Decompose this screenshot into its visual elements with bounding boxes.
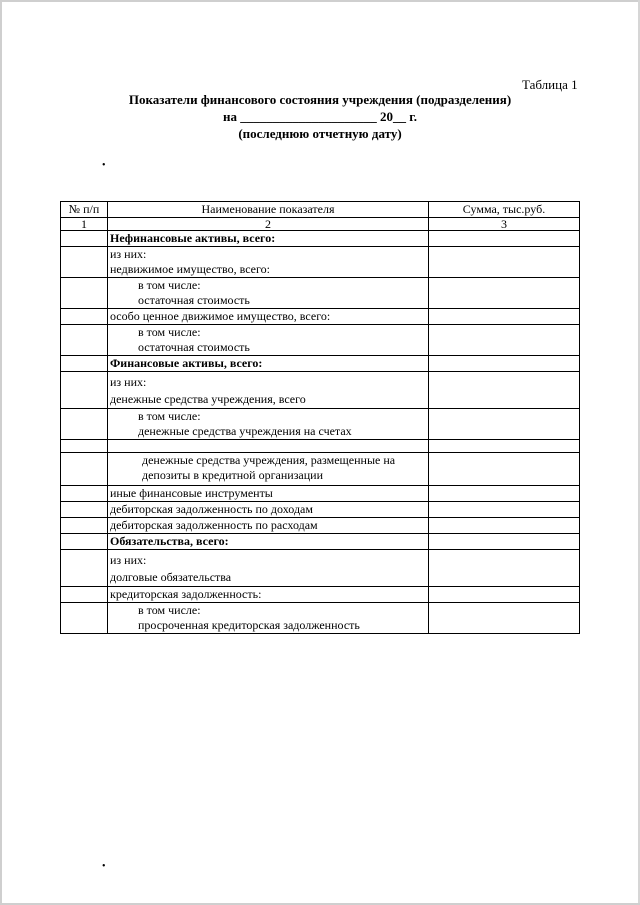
indicator-line: остаточная стоимость xyxy=(138,293,250,307)
indicator-line: долговые обязательства xyxy=(110,570,232,584)
sum-cell xyxy=(429,440,580,453)
column-numbers-row xyxy=(61,218,580,231)
table-row xyxy=(61,603,580,634)
indicator-name xyxy=(108,372,429,409)
indicator-line: просроченная кредиторская задолженность xyxy=(138,618,360,632)
row-number-cell xyxy=(61,325,108,356)
indicator-name: дебиторская задолженность по расходам xyxy=(108,518,429,534)
table-row xyxy=(61,231,580,247)
indicator-line: в том числе: xyxy=(138,409,201,423)
column-header-sum: Сумма, тыс.руб. xyxy=(429,202,580,218)
financial-indicators-table xyxy=(60,201,580,634)
indicator-name xyxy=(108,550,429,587)
indicator-line: в том числе: xyxy=(138,603,201,617)
row-number-cell xyxy=(61,278,108,309)
indicator-name xyxy=(108,453,429,486)
row-number-cell xyxy=(61,356,108,372)
table-row xyxy=(61,587,580,603)
sum-cell xyxy=(429,502,580,518)
table-row xyxy=(61,486,580,502)
table-row xyxy=(61,502,580,518)
indicator-name xyxy=(108,409,429,440)
row-number-cell xyxy=(61,231,108,247)
scan-edge-left xyxy=(0,0,2,905)
row-number-cell xyxy=(61,486,108,502)
indicator-name: Финансовые активы, всего: xyxy=(108,356,429,372)
scan-edge-top xyxy=(0,0,640,2)
indicator-name xyxy=(108,325,429,356)
sum-cell xyxy=(429,409,580,440)
row-number-cell xyxy=(61,550,108,587)
indicator-name: Нефинансовые активы, всего: xyxy=(108,231,429,247)
sum-cell xyxy=(429,372,580,409)
row-number-cell xyxy=(61,587,108,603)
indicator-line: из них: xyxy=(110,553,147,567)
indicator-name xyxy=(108,440,429,453)
sum-cell xyxy=(429,231,580,247)
column-number-1: 1 xyxy=(61,218,108,231)
table-row xyxy=(61,356,580,372)
indicator-line: из них: xyxy=(110,247,147,261)
indicator-line: депозиты в кредитной организации xyxy=(142,468,324,482)
sum-cell xyxy=(429,587,580,603)
column-number-3: 3 xyxy=(429,218,580,231)
sum-cell xyxy=(429,325,580,356)
column-header-number: № п/п xyxy=(61,202,108,218)
table-row xyxy=(61,309,580,325)
row-number-cell xyxy=(61,409,108,440)
sum-cell xyxy=(429,550,580,587)
column-header-name: Наименование показателя xyxy=(108,202,429,218)
indicator-line: в том числе: xyxy=(138,278,201,292)
table-header-row xyxy=(61,202,580,218)
indicator-line: в том числе: xyxy=(138,325,201,339)
table-row xyxy=(61,325,580,356)
indicator-line: денежные средства учреждения на счетах xyxy=(138,424,352,438)
date-line: на _____________________ 20__ г. xyxy=(223,109,417,124)
table-row xyxy=(61,518,580,534)
row-number-cell xyxy=(61,309,108,325)
table-row xyxy=(61,247,580,278)
table-row xyxy=(61,409,580,440)
indicator-name xyxy=(108,603,429,634)
table-row xyxy=(61,278,580,309)
indicator-name: Обязательства, всего: xyxy=(108,534,429,550)
indicator-name xyxy=(108,247,429,278)
table-row xyxy=(61,534,580,550)
indicator-name xyxy=(108,278,429,309)
sum-cell xyxy=(429,486,580,502)
indicator-line: из них: xyxy=(110,375,147,389)
row-number-cell xyxy=(61,534,108,550)
row-number-cell xyxy=(61,518,108,534)
sum-cell xyxy=(429,278,580,309)
row-number-cell xyxy=(61,502,108,518)
date-note: (последнюю отчетную дату) xyxy=(238,126,402,141)
table-number: Таблица 1 xyxy=(522,77,578,92)
row-number-cell xyxy=(61,372,108,409)
indicator-name: дебиторская задолженность по доходам xyxy=(108,502,429,518)
sum-cell xyxy=(429,603,580,634)
scan-speck: • xyxy=(102,861,106,872)
row-number-cell xyxy=(61,453,108,486)
scan-speck: • xyxy=(102,160,106,171)
indicator-line: денежные средства учреждения, размещенные на xyxy=(142,453,396,467)
indicator-line: денежные средства учреждения, всего xyxy=(110,392,306,406)
indicator-line: остаточная стоимость xyxy=(138,340,250,354)
sum-cell xyxy=(429,534,580,550)
table-row xyxy=(61,550,580,587)
row-number-cell xyxy=(61,603,108,634)
document-title: Показатели финансового состояния учреждения (подразделения) xyxy=(128,92,512,107)
indicator-name: особо ценное движимое имущество, всего: xyxy=(108,309,429,325)
sum-cell xyxy=(429,356,580,372)
indicator-name: иные финансовые инструменты xyxy=(108,486,429,502)
sum-cell xyxy=(429,453,580,486)
table-row xyxy=(61,440,580,453)
sum-cell xyxy=(429,247,580,278)
table-row xyxy=(61,453,580,486)
sum-cell xyxy=(429,518,580,534)
sum-cell xyxy=(429,309,580,325)
indicator-line: недвижимое имущество, всего: xyxy=(110,262,270,276)
table-row xyxy=(61,372,580,409)
row-number-cell xyxy=(61,440,108,453)
indicator-name: кредиторская задолженность: xyxy=(108,587,429,603)
column-number-2: 2 xyxy=(108,218,429,231)
row-number-cell xyxy=(61,247,108,278)
